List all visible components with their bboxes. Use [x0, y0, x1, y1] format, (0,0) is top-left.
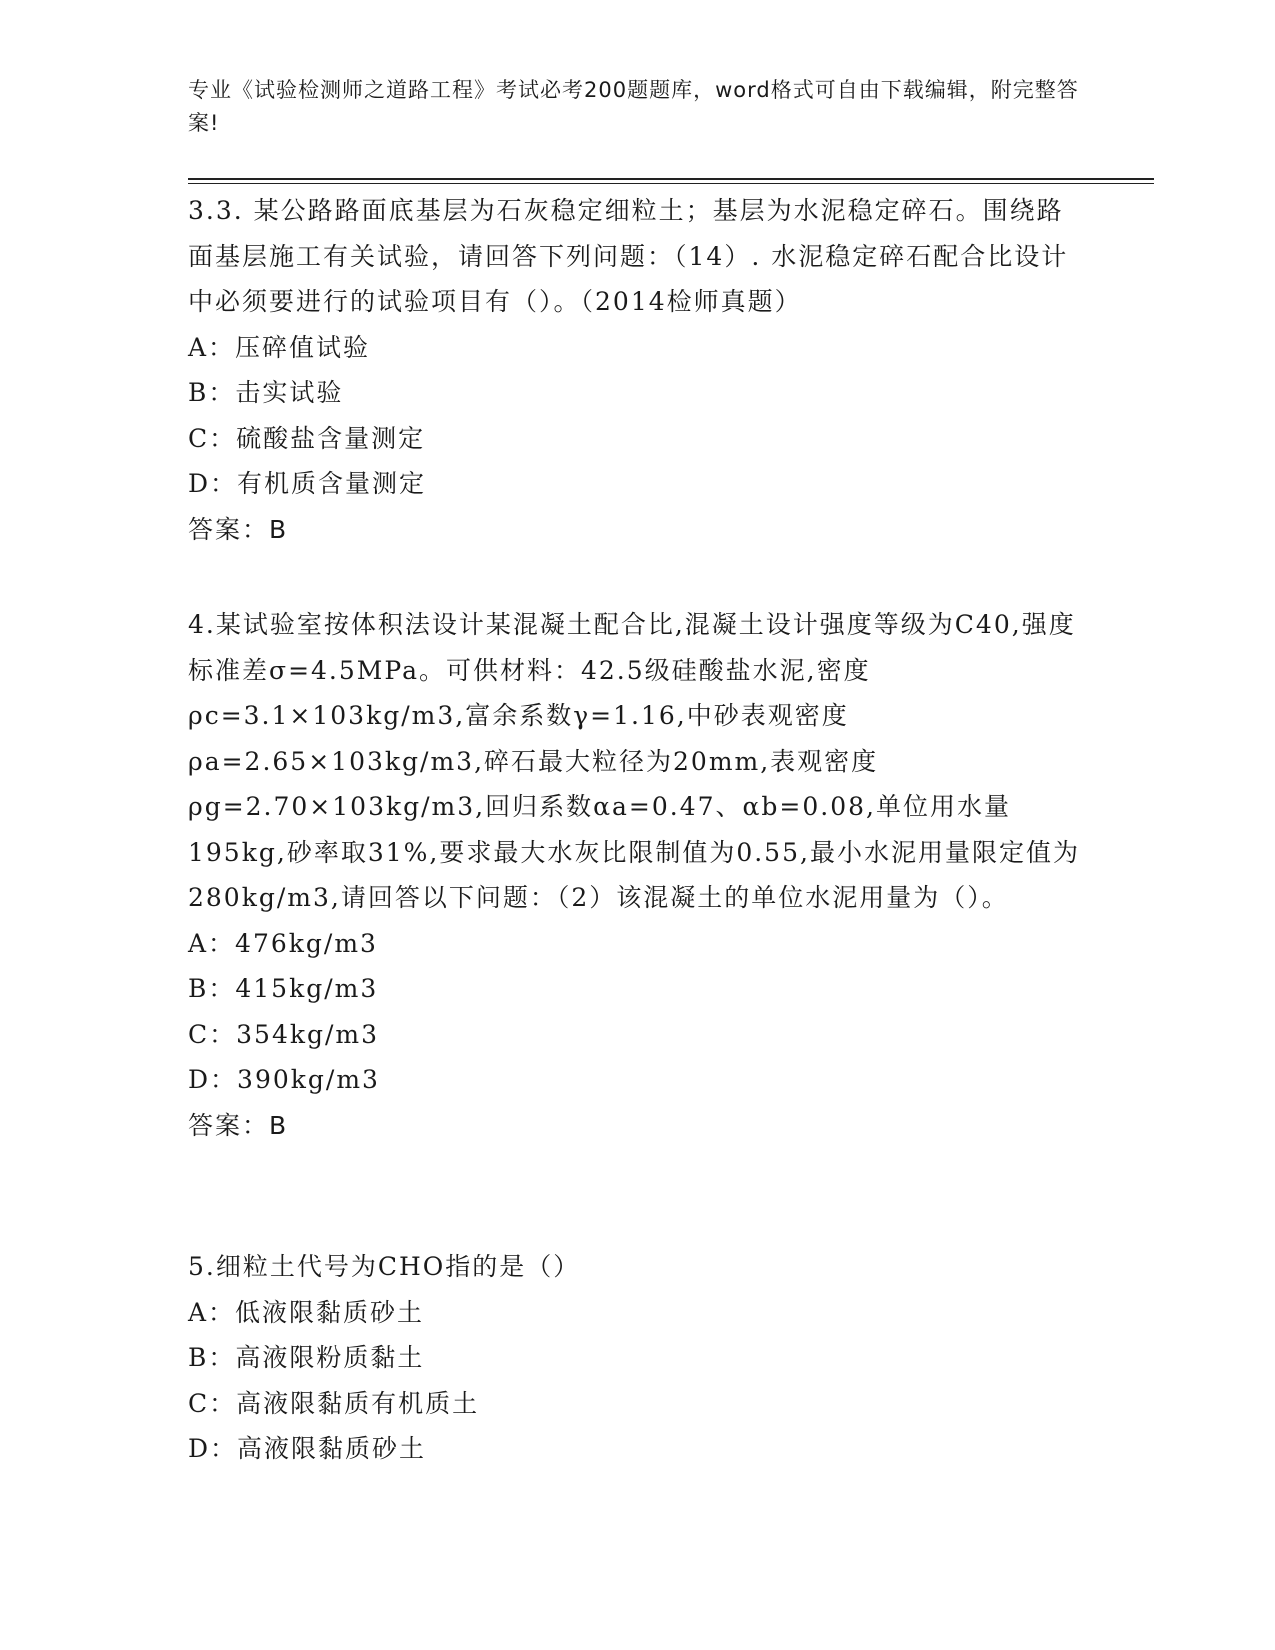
option-c: C：354kg/m3: [188, 1019, 380, 1049]
question-stem: 5.细粒土代号为CHO指的是（）: [188, 1252, 581, 1281]
option-b: B：高液限粉质黏土: [188, 1343, 425, 1372]
header-divider-thick: [188, 178, 1154, 180]
answer-label: 答案：B: [188, 1110, 289, 1140]
option-a: A：压碎值试验: [188, 332, 371, 362]
option-d: D：有机质含量测定: [188, 469, 427, 498]
answer-label: 答案：B: [188, 514, 289, 544]
option-a: A：低液限黏质砂土: [188, 1297, 425, 1327]
question-4: [188, 602, 1088, 1148]
option-b: B：415kg/m3: [188, 974, 379, 1003]
header-divider-thin: [188, 183, 1154, 184]
option-c: C：高液限黏质有机质土: [188, 1388, 480, 1418]
question-stem: 4.某试验室按体积法设计某混凝土配合比,混凝土设计强度等级为C40,强度标准差σ=4.5MPa。可供材料：42.5级硅酸盐水泥,密度ρc=3.1×103kg/m3,富余系数γ=1.16,中砂表观密度ρa=2.65×103kg/m3,碎石最大粒径为20mm,表观密度ρg=2.70×103kg/m3,回归系数αa=0.47、αb=0.08,单位用水量195kg,砂率取31%,要求最大水灰比限制值为0.55,最小水泥用量限定值为280kg/m3,请回答以下问题：（2）该混凝土的单位水泥用量为（）。: [188, 610, 1080, 912]
document-header: 专业《试验检测师之道路工程》考试必考200题题库，word格式可自由下载编辑，附完整答案!: [188, 78, 1079, 135]
option-b: B：击实试验: [188, 378, 344, 407]
option-d: D：390kg/m3: [188, 1065, 380, 1094]
option-c: C：硫酸盐含量测定: [188, 423, 426, 453]
option-d: D：高液限黏质砂土: [188, 1434, 427, 1463]
question-stem: 3.3. 某公路路面底基层为石灰稳定细粒土；基层为水泥稳定碎石。围绕路面基层施工有关试验，请回答下列问题：（14）. 水泥稳定碎石配合比设计中必须要进行的试验项目有（）。（2014检师真题）: [188, 196, 1069, 316]
question-3-3: [188, 188, 1088, 552]
question-5: [188, 1244, 1088, 1472]
option-a: A：476kg/m3: [188, 928, 378, 958]
